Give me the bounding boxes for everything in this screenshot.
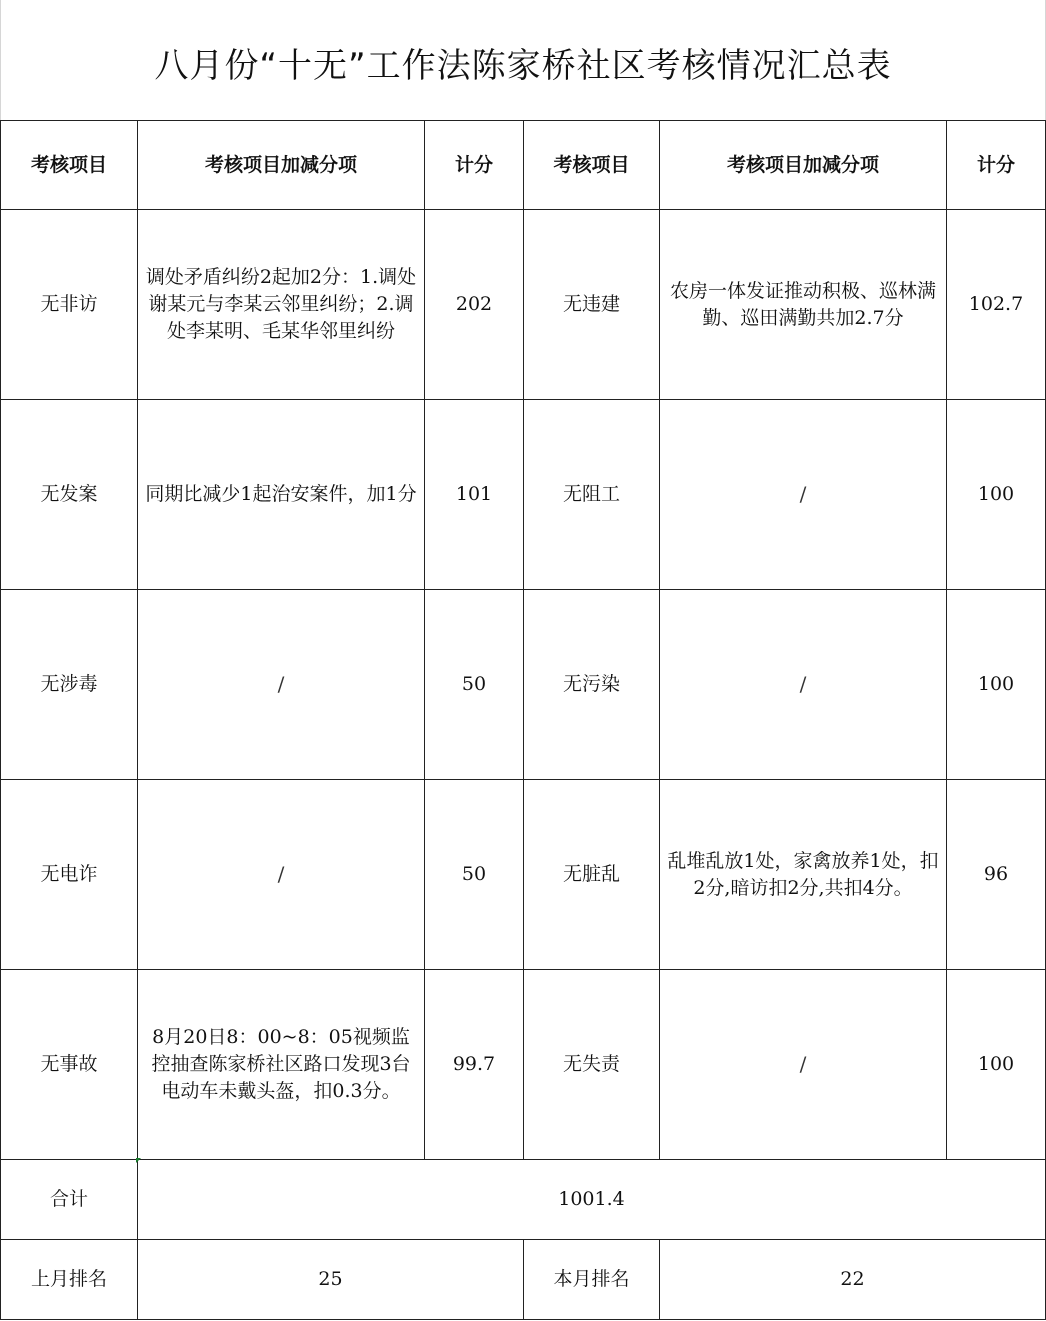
cell-comment-marker-icon [136,1158,141,1163]
left-detail-text: 8月20日8：00~8：05视频监控抽查陈家桥社区路口发现3台电动车未戴头盔，扣0.3分。 [151,1026,411,1102]
left-detail-text: 调处矛盾纠纷2起加2分：1.调处谢某元与李某云邻里纠纷；2.调处李某明、毛某华邻里纠纷 [145,266,417,342]
left-item-cell: 无非访 [1,210,138,400]
right-item-cell: 无违建 [524,210,660,400]
right-item-cell: 无脏乱 [524,780,660,970]
header-score: 计分 [425,121,524,210]
header-detail: 考核项目加减分项 [138,121,425,210]
header-score-2: 计分 [947,121,1046,210]
total-row [1,1160,1046,1240]
right-detail-cell [660,400,947,590]
page-title: 八月份“十无”工作法陈家桥社区考核情况汇总表 [154,45,892,86]
left-score-cell: 50 [425,590,524,780]
last-month-rank-value: 25 [138,1240,524,1320]
this-month-rank-label: 本月排名 [524,1240,660,1320]
left-detail-cell [138,590,425,780]
right-detail-text: 农房一体发证推动积极、巡林满勤、巡田满勤共加2.7分 [669,279,936,329]
right-item-cell: 无阻工 [524,400,660,590]
right-item-cell: 无污染 [524,590,660,780]
left-detail-cell [138,400,425,590]
right-detail-text: / [799,671,807,696]
left-detail-text: 同期比减少1起治安案件，加1分 [145,483,417,505]
right-item-cell: 无失责 [524,970,660,1160]
right-score-cell: 100 [947,970,1046,1160]
header-item: 考核项目 [1,121,138,210]
right-score-cell: 96 [947,780,1046,970]
left-item-cell: 无发案 [1,400,138,590]
right-detail-text: / [799,1051,807,1076]
left-detail-text: / [277,861,285,886]
table-row [1,590,1046,780]
this-month-rank-value: 22 [660,1240,1046,1320]
left-detail-cell [138,780,425,970]
left-score-cell: 202 [425,210,524,400]
ranking-row [1,1240,1046,1320]
header-detail-2: 考核项目加减分项 [660,121,947,210]
right-score-cell: 100 [947,400,1046,590]
left-item-cell: 无事故 [1,970,138,1160]
table-row [1,210,1046,400]
total-value: 1001.4 [138,1160,1046,1240]
left-detail-cell [138,210,425,400]
table-row [1,970,1046,1160]
left-score-cell: 99.7 [425,970,524,1160]
left-item-cell: 无电诈 [1,780,138,970]
total-label: 合计 [1,1160,138,1240]
left-detail-cell [138,970,425,1160]
header-row [1,121,1046,210]
left-detail-text: / [277,671,285,696]
last-month-rank-label: 上月排名 [1,1240,138,1320]
right-detail-cell [660,210,947,400]
right-detail-cell [660,590,947,780]
left-score-cell: 101 [425,400,524,590]
right-detail-text: 乱堆乱放1处，家禽放养1处，扣2分,暗访扣2分,共扣4分。 [667,849,939,899]
left-item-cell: 无涉毒 [1,590,138,780]
assessment-table [0,120,1046,1320]
right-score-cell: 100 [947,590,1046,780]
left-score-cell: 50 [425,780,524,970]
table-row [1,780,1046,970]
title-area [0,0,1046,120]
table-row [1,400,1046,590]
right-detail-cell [660,970,947,1160]
right-detail-cell [660,780,947,970]
right-score-cell: 102.7 [947,210,1046,400]
right-detail-text: / [799,481,807,506]
header-item-2: 考核项目 [524,121,660,210]
